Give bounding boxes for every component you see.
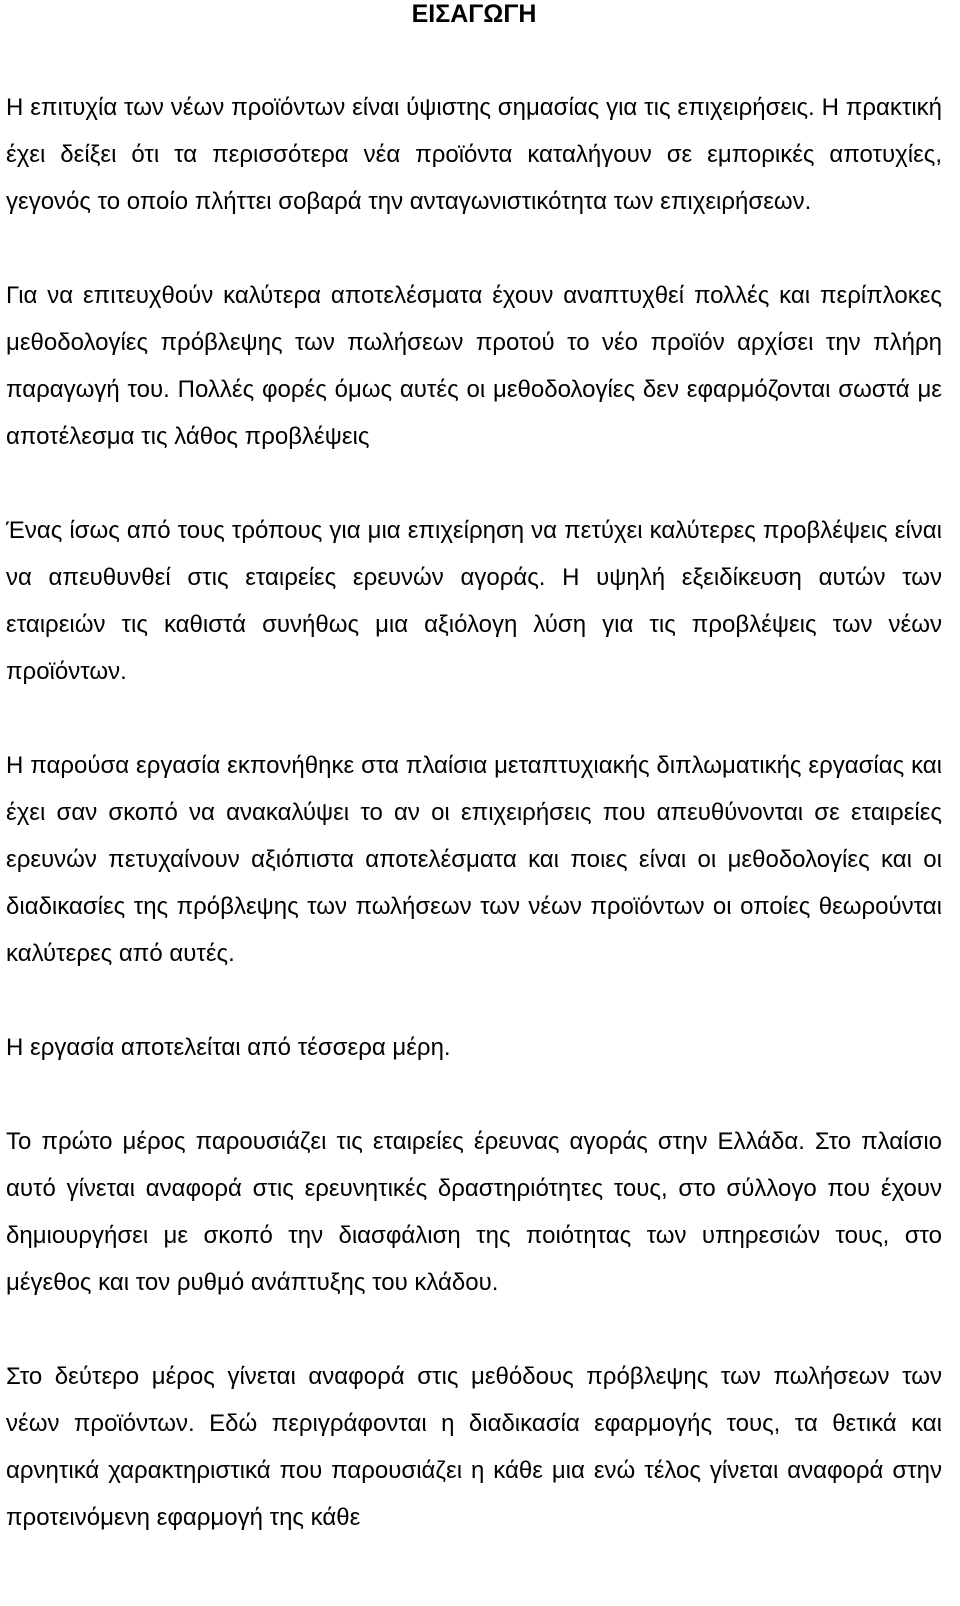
paragraph-intro: Η επιτυχία των νέων προϊόντων είναι ύψιστης σημασίας για τις επιχειρήσεις. Η πρακτική έχει δείξει ότι τα περισσότερα νέα προϊόντα καταλήγουν σε εμπορικές αποτυχίες, γεγονός το οποίο πλήττει σοβαρά την ανταγωνιστικότητα των επιχειρήσεων. — [6, 94, 942, 215]
paragraph-methodologies: Για να επιτευχθούν καλύτερα αποτελέσματα έχουν αναπτυχθεί πολλές και περίπλοκες μεθοδολογίες πρόβλεψης των πωλήσεων προτού το νέο προϊόν αρχίσει την πλήρη παραγωγή του. Πολλές φορές όμως αυτές οι μεθοδολογίες δεν εφαρμόζονται σωστά με αποτέλεσμα τις λάθος προβλέψεις — [6, 282, 942, 450]
paragraph-structure: Η εργασία αποτελείται από τέσσερα μέρη. — [6, 1034, 451, 1061]
paragraph-purpose: Η παρούσα εργασία εκπονήθηκε στα πλαίσια μεταπτυχιακής διπλωματικής εργασίας και έχει σαν σκοπό να ανακαλύψει το αν οι επιχειρήσεις που απευθύνονται σε εταιρείες ερευνών πετυχαίνουν αξιόπιστα αποτελέσματα και ποιες είναι οι μεθοδολογίες και οι διαδικασίες της πρόβλεψης των πωλήσεων των νέων προϊόντων οι οποίες θεωρούνται καλύτερες από αυτές. — [6, 752, 942, 967]
paragraph-part-two: Στο δεύτερο μέρος γίνεται αναφορά στις μεθόδους πρόβλεψης των πωλήσεων των νέων προϊόντων. Εδώ περιγράφονται η διαδικασία εφαρμογής τους, τα θετικά και αρνητικά χαρακτηριστικά που παρουσιάζει η κάθε μια ενώ τέλος γίνεται αναφορά στην προτεινόμενη εφαρμογή της κάθε — [6, 1363, 942, 1531]
paragraph-market-research: Ένας ίσως από τους τρόπους για μια επιχείρηση να πετύχει καλύτερες προβλέψεις είναι να απευθυνθεί στις εταιρείες ερευνών αγοράς. Η υψηλή εξειδίκευση αυτών των εταιρειών τις καθιστά συνήθως μια αξιόλογη λύση για τις προβλέψεις των νέων προϊόντων. — [6, 517, 942, 685]
paragraph-part-one: Το πρώτο μέρος παρουσιάζει τις εταιρείες έρευνας αγοράς στην Ελλάδα. Στο πλαίσιο αυτό γίνεται αναφορά στις ερευνητικές δραστηριότητες τους, στο σύλλογο που έχουν δημιουργήσει με σκοπό την διασφάλιση της ποιότητας των υπηρεσιών τους, στο μέγεθος και τον ρυθμό ανάπτυξης του κλάδου. — [6, 1128, 942, 1296]
document-page — [6, 0, 942, 1541]
document-title: ΕΙΣΑΓΩΓΗ — [411, 0, 537, 28]
